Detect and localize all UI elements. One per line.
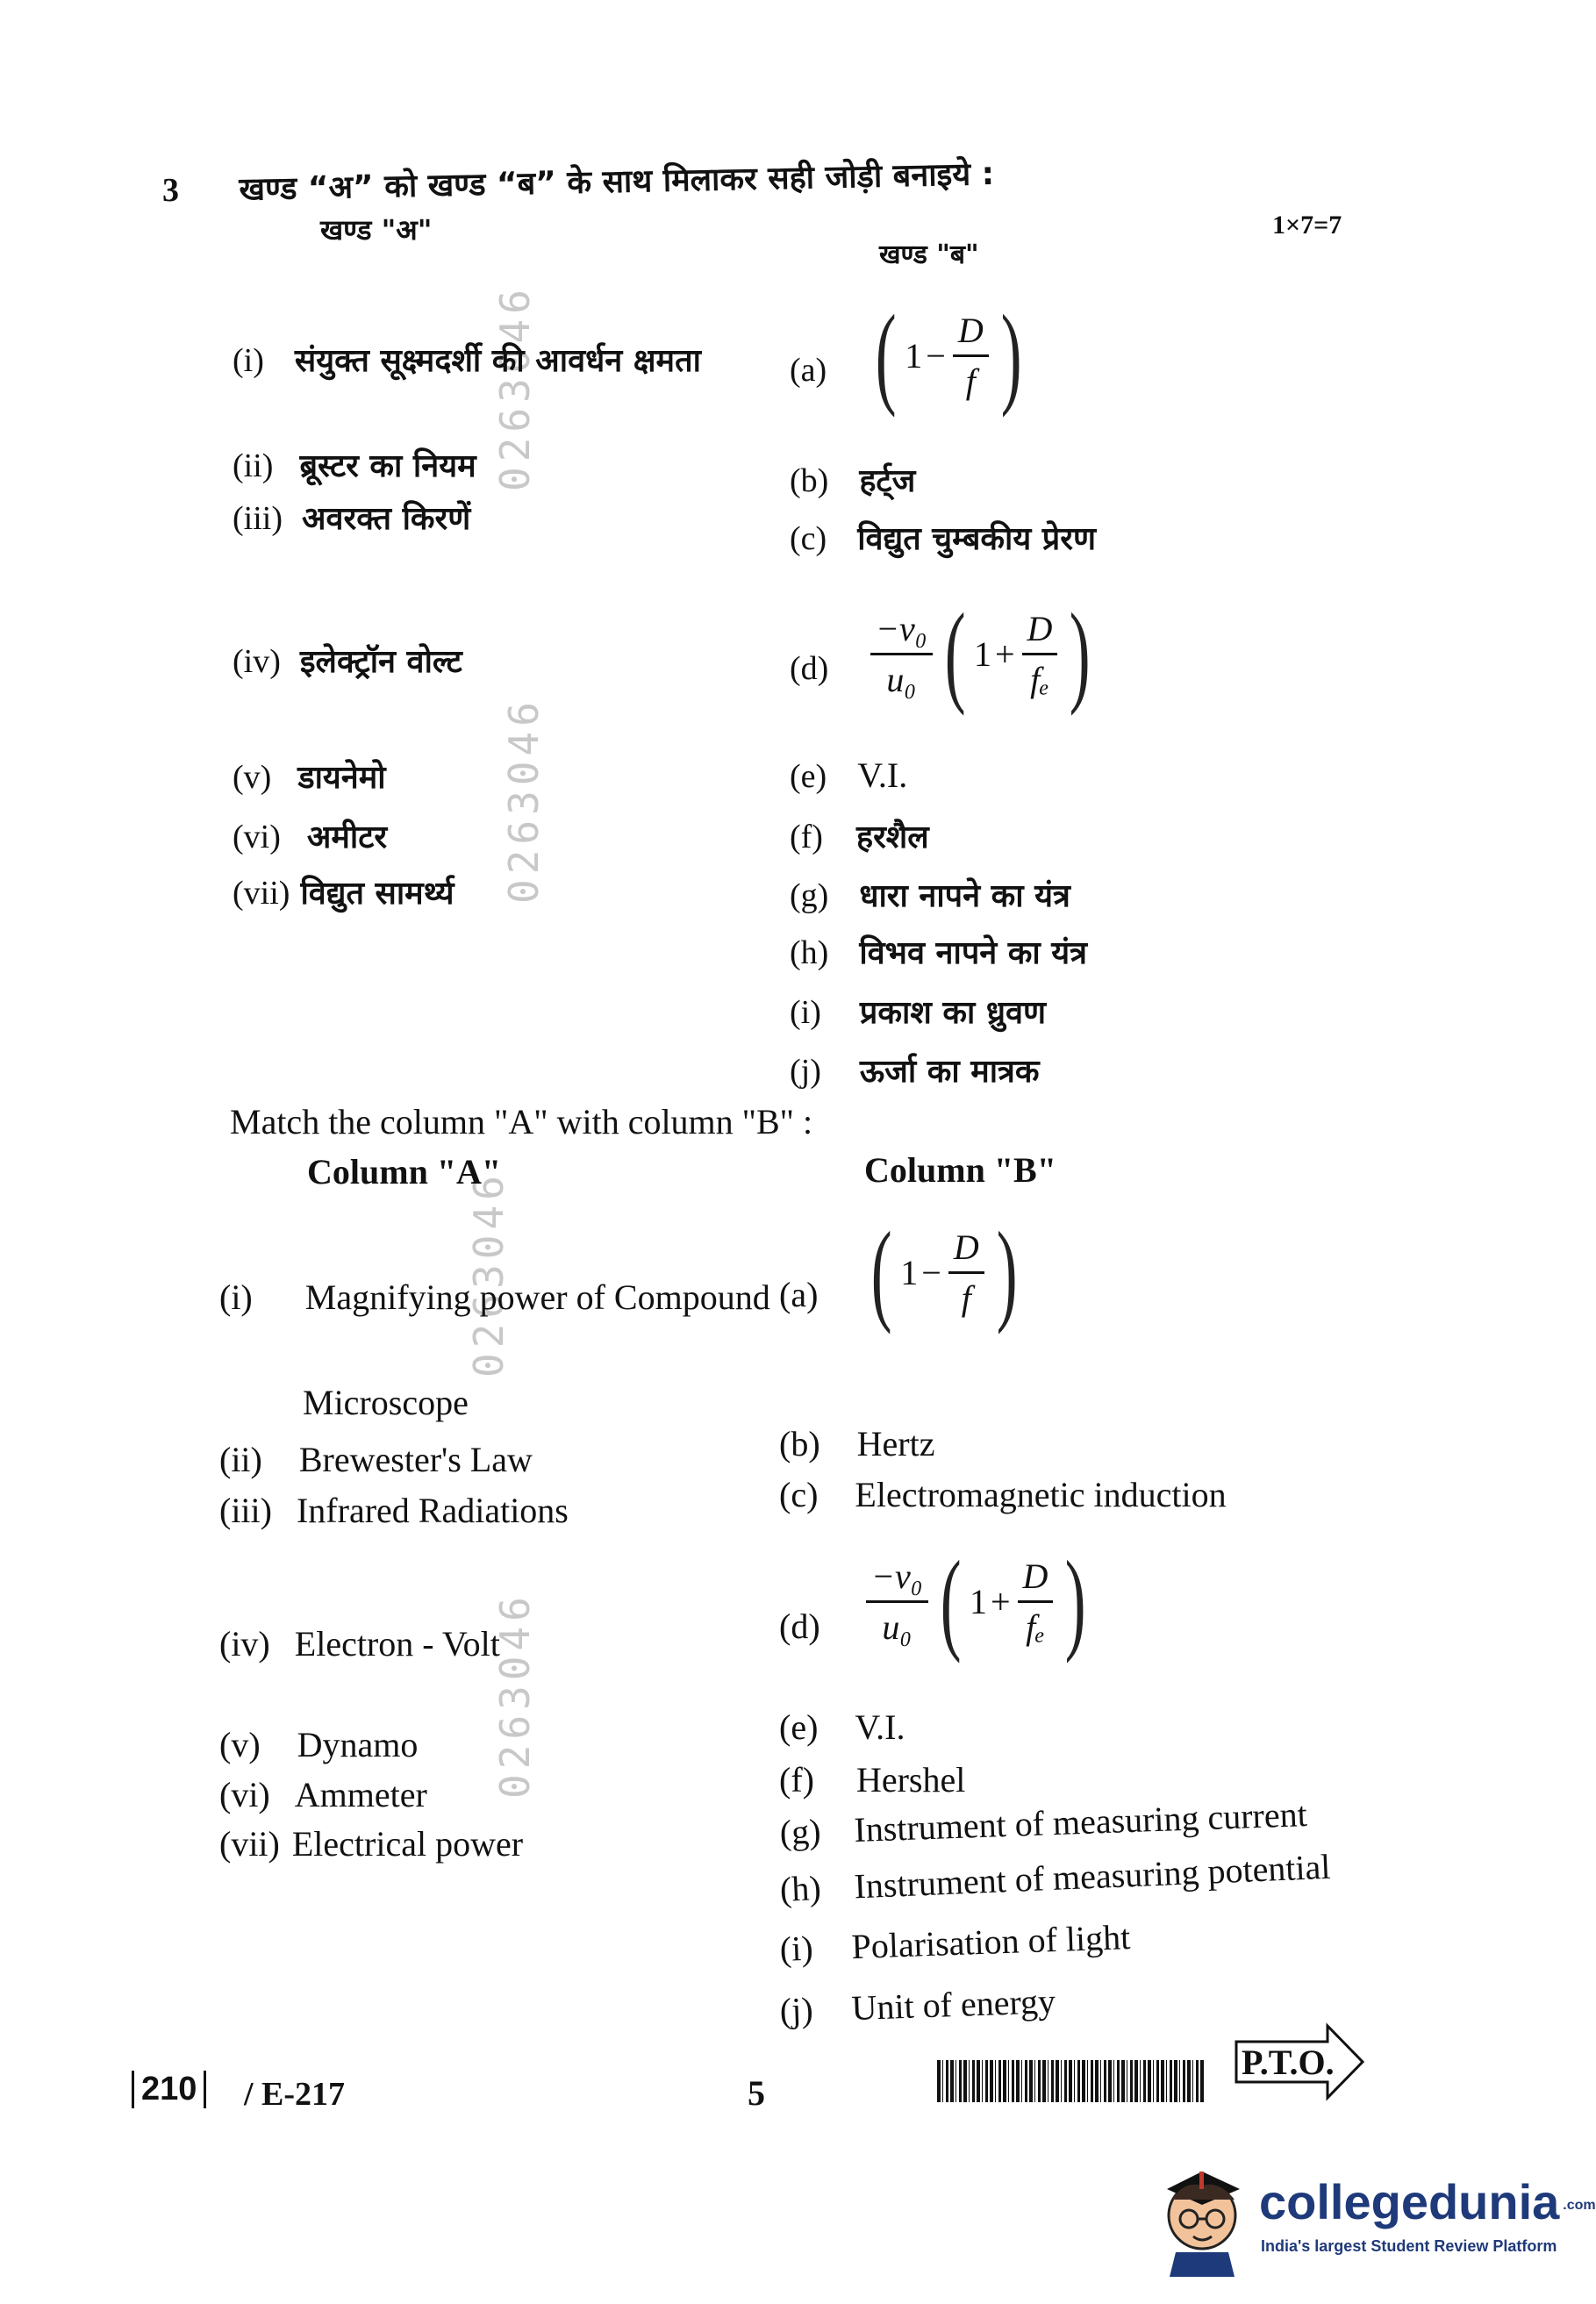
marks: 1×7=7	[1272, 211, 1342, 240]
english-column-b-heading: Column "B"	[864, 1150, 1056, 1190]
list-item: (h) विभव नापने का यंत्र	[790, 934, 1088, 971]
list-item: (b) Hertz	[779, 1424, 935, 1463]
english-instruction: Match the column "A" with column "B" :	[230, 1102, 813, 1141]
list-item: (c) Electromagnetic induction	[779, 1475, 1227, 1514]
paper-code: 210	[132, 2071, 206, 2108]
formula-d-hindi: $\frac{\text{−v₀}}{\text{u₀}}$ ( 1 + $\frac{D}{\text{fₑ}}$ )	[867, 597, 1099, 711]
list-item: (v) डायनेमो	[233, 759, 386, 796]
list-item: (vi) अमीटर	[233, 819, 388, 855]
list-item: (vii) Electrical power	[219, 1824, 524, 1864]
list-item: (i) Polarisation of light	[779, 1917, 1131, 1969]
page-number: 5	[748, 2073, 765, 2113]
list-item: (iii) अवरक्त किरणें	[233, 500, 471, 537]
list-item: (iv) इलेक्ट्रॉन वोल्ट	[233, 643, 462, 680]
list-item: (a)	[779, 1275, 819, 1314]
list-item: (g) धारा नापने का यंत्र	[790, 877, 1070, 914]
formula-d-english: $\frac{\text{−v₀}}{\text{u₀}}$ ( 1 + $\frac{D}{\text{fₑ}}$ )	[862, 1544, 1095, 1658]
exam-page: 0263046 0263046 0263046 0263046 3 खण्ड “अ” को खण्ड “ब” के साथ मिलाकर सही जोड़ी बनाइये : 1×7=7 खण्ड "अ" खण्ड "ब" (i) संयुक्त सूक्ष्मदर्शी की आवर्धन क्षमता (ii) ब्रूस्टर का नियम (iii) अवरक्त किरणें (iv) इलेक्ट्रॉन वोल्ट (v) डायनेमो (vi) अमीटर (vii) विद्युत सामर्थ्य (a) ( 1 − $\frac{D}{f}$ ) (b) हर्ट्ज (c) विद्युत चुम्बकीय प्रेरण (d) $\frac{\text{−v₀}}{\text{u₀}}$ ( 1 + $\frac{D}{\text{fₑ}}$ ) (e) V.I. (f) हरशैल (g) धारा नापने का यंत्र (h) विभव नापने का यंत्र (i) प्रकाश का ध्रुवण (j) ऊर्जा का मात्रक Match the column "A" with column "B" : Column "A" Column "B" (i) Magnifying power of Compound Microscope (ii) Brewester's Law (iii) Infrared Radiations (iv) Electron - Volt (v) Dynamo (vi) Ammeter (vii) Electrical power (a) ( 1 − $\frac{D}{f}$ ) (b) Hertz (c) Electromagnetic induction (d) $\frac{\text{−v₀}}{\text{u₀}}$ ( 1 + $\frac{D}{\text{fₑ}}$ ) (e) V.I. (f) Hershel (g) Instrument of measuring current (h) Instrument of measuring potential (i) Polarisation of light (j) Unit of energy 210 / E-217 5 P.T.O. collegedunia .com India's largest Student Review Platform	[0, 0, 1567, 2304]
list-item: (d)	[790, 650, 829, 687]
list-item: (e) V.I.	[779, 1707, 905, 1747]
question-number: 3	[162, 172, 179, 209]
list-item: (f) Hershel	[779, 1760, 966, 1800]
list-item: (v) Dynamo	[219, 1725, 419, 1764]
list-item: (e) V.I.	[790, 755, 908, 795]
list-item: (j) Unit of energy	[779, 1981, 1056, 2030]
list-item: (vi) Ammeter	[219, 1775, 427, 1814]
list-item: (g) Instrument of measuring current	[779, 1794, 1308, 1852]
watermark-bottom: 0263046	[491, 1592, 539, 1799]
list-item: (c) विद्युत चुम्बकीय प्रेरण	[790, 520, 1096, 557]
list-item: (b) हर्ट्ज	[790, 462, 916, 499]
formula-a-english: ( 1 − $\frac{D}{f}$ )	[870, 1209, 1018, 1335]
list-item: (ii) Brewester's Law	[219, 1440, 533, 1479]
list-item: (a)	[790, 352, 827, 389]
list-item: (h) Instrument of measuring potential	[779, 1846, 1332, 1909]
hindi-instruction: खण्ड “अ” को खण्ड “ब” के साथ मिलाकर सही जोड़ी बनाइये :	[239, 155, 995, 208]
watermark-lower: 0263046	[465, 1170, 512, 1377]
watermark-middle: 0263046	[500, 697, 548, 904]
list-item: (ii) ब्रूस्टर का नियम	[233, 447, 476, 484]
list-item: Microscope	[303, 1383, 469, 1422]
list-item: (iv) Electron - Volt	[219, 1624, 500, 1664]
brand-name: collegedunia .com	[1259, 2174, 1596, 2229]
student-mascot-icon	[1154, 2154, 1250, 2277]
series-code: / E-217	[244, 2076, 346, 2113]
list-item: (vii) विद्युत सामर्थ्य	[233, 875, 454, 912]
list-item: (f) हरशैल	[790, 819, 929, 855]
formula-a-hindi: ( 1 − $\frac{D}{f}$ )	[875, 292, 1022, 419]
english-column-a-heading: Column "A"	[307, 1152, 502, 1191]
list-item: (i) Magnifying power of Compound	[219, 1277, 770, 1317]
list-item: (d)	[779, 1606, 820, 1646]
hindi-column-b-heading: खण्ड "ब"	[879, 240, 979, 270]
list-item: (i) प्रकाश का ध्रुवण	[790, 994, 1047, 1031]
watermark-upper: 0263046	[491, 284, 539, 491]
brand-tagline: India's largest Student Review Platform	[1261, 2237, 1557, 2255]
hindi-column-a-heading: खण्ड "अ"	[320, 213, 433, 247]
list-item: (iii) Infrared Radiations	[219, 1491, 569, 1530]
list-item: (j) ऊर्जा का मात्रक	[790, 1053, 1040, 1090]
barcode	[937, 2060, 1205, 2102]
list-item: (i) संयुक्त सूक्ष्मदर्शी की आवर्धन क्षमता	[233, 342, 701, 379]
